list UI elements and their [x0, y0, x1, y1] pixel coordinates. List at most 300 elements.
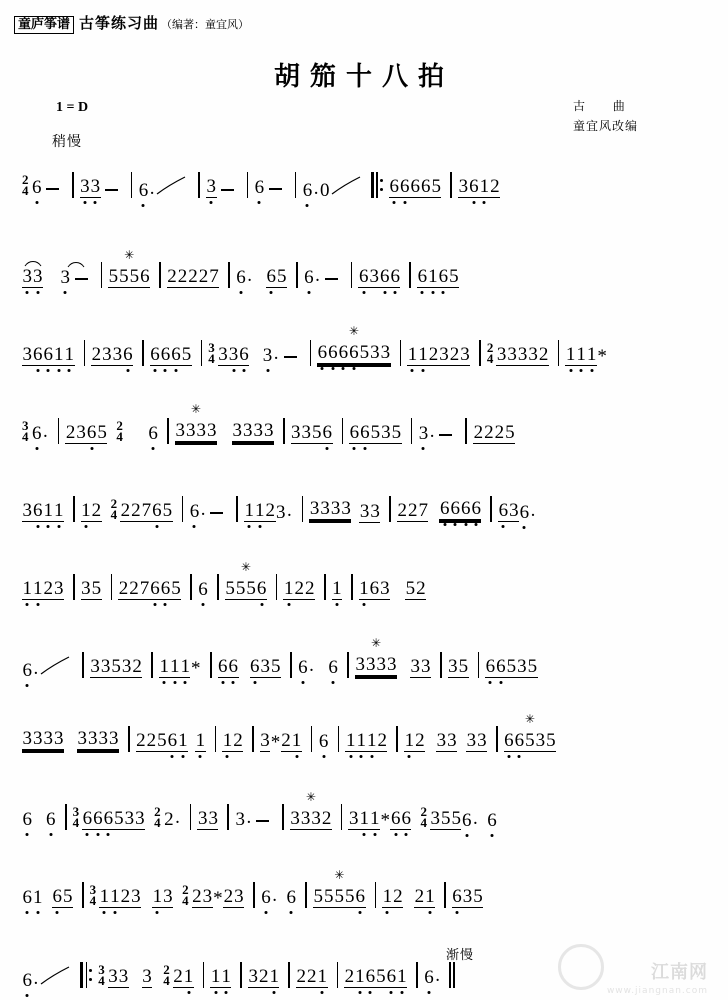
note: 1	[366, 729, 377, 751]
note: 5	[370, 421, 381, 443]
augmentation-dot: .	[247, 264, 253, 286]
note: 1	[81, 499, 91, 521]
note-group	[120, 501, 173, 522]
note-group	[407, 345, 470, 366]
note: 6	[22, 660, 32, 681]
note: 2	[173, 965, 183, 987]
note: 6	[504, 729, 514, 751]
tremolo-mark: ✳	[190, 402, 201, 416]
barline	[288, 962, 290, 988]
note: 6	[86, 421, 97, 443]
barline	[236, 496, 238, 522]
note: 5	[376, 965, 386, 987]
note: 6	[379, 265, 390, 287]
duration-dash	[439, 434, 452, 436]
slur-arc	[23, 254, 43, 262]
glissando-curve	[155, 174, 189, 200]
note: 6	[33, 343, 43, 365]
note: 5	[162, 499, 173, 521]
augmentation-dot: .	[309, 654, 314, 676]
note: 5	[449, 265, 459, 287]
duration-dash	[221, 189, 234, 191]
note-group	[197, 809, 218, 830]
note-group	[397, 501, 429, 522]
barline	[151, 652, 153, 678]
note: 3	[330, 498, 341, 519]
note: 6	[43, 343, 53, 365]
note: 3	[135, 807, 145, 829]
staff-system-11	[22, 948, 710, 1006]
note-group	[318, 732, 329, 751]
barline	[228, 262, 230, 288]
note: 1	[425, 885, 435, 907]
note: 1	[576, 343, 586, 365]
barline	[276, 574, 278, 600]
note: 6	[317, 342, 328, 363]
note: 6	[261, 886, 271, 908]
note: 3	[260, 655, 271, 677]
note: 6	[322, 421, 333, 443]
barline	[182, 496, 184, 522]
note: 3	[22, 343, 32, 365]
note-group	[22, 267, 43, 288]
barline	[347, 652, 349, 678]
note: 3	[290, 807, 300, 829]
note-group	[80, 177, 122, 198]
note-group	[254, 178, 286, 197]
note: 3	[197, 807, 208, 829]
note-group	[90, 657, 143, 678]
note-group	[164, 806, 181, 830]
augmentation-dot: .	[273, 342, 279, 364]
barline	[217, 574, 219, 600]
barline	[400, 340, 402, 366]
barline	[337, 962, 339, 988]
time-signature: 2 4	[154, 804, 161, 830]
note-group	[210, 967, 231, 988]
note: 3	[22, 265, 32, 287]
note-group	[152, 887, 173, 908]
staff-system-9	[22, 790, 710, 848]
note: 3	[496, 343, 507, 365]
note-group	[248, 967, 280, 988]
note: 1	[407, 343, 418, 365]
note: 2	[91, 343, 102, 365]
note: 6	[239, 343, 249, 365]
barline	[58, 418, 60, 444]
note-group	[458, 177, 500, 198]
note: 5	[451, 807, 461, 829]
note: 6	[471, 498, 481, 519]
note: 3	[458, 175, 469, 197]
watermark-name: 江南网	[651, 962, 708, 983]
note: 1	[178, 729, 188, 751]
barline	[465, 418, 467, 444]
note: 3	[185, 420, 196, 441]
note: 6	[103, 807, 114, 829]
note: 6	[328, 342, 338, 363]
barline	[65, 804, 67, 830]
staff-system-10	[22, 868, 710, 926]
barline	[311, 726, 313, 752]
time-signature: 2 4	[182, 882, 189, 908]
note: 3	[535, 729, 546, 751]
staff-system-2	[22, 248, 710, 306]
note: 6	[167, 729, 178, 751]
note: 6	[52, 885, 62, 907]
note: 6	[266, 265, 277, 287]
barline	[190, 804, 192, 830]
staccato-mark: *	[380, 809, 390, 831]
note: 6	[22, 886, 32, 908]
note: 2	[177, 265, 188, 287]
note-group	[317, 324, 391, 367]
note: 3	[121, 655, 132, 677]
note: 3	[118, 965, 129, 987]
note: 6	[514, 729, 525, 751]
note-group	[448, 657, 469, 678]
note: 2	[344, 965, 355, 987]
note-group	[60, 268, 92, 287]
note: 7	[209, 265, 219, 287]
note-group	[565, 345, 607, 366]
note: 6	[189, 500, 200, 522]
note: 2	[449, 343, 460, 365]
note-group	[22, 729, 64, 753]
note-group	[173, 967, 194, 988]
note: 2	[296, 965, 307, 987]
note-group	[417, 267, 459, 288]
note: 6	[498, 499, 509, 521]
note-group	[358, 267, 400, 288]
note: 6	[318, 730, 329, 752]
note-group	[136, 731, 189, 752]
augmentation-dot: .	[530, 499, 536, 521]
note: 2	[294, 577, 304, 599]
time-signature: 3 4	[22, 418, 29, 444]
note-group	[218, 345, 250, 366]
note-group	[313, 867, 366, 908]
note: 6	[148, 422, 158, 444]
note-group	[418, 420, 456, 444]
note: 2	[414, 885, 425, 907]
note-group	[309, 499, 380, 523]
note-group	[504, 711, 557, 752]
note: 2	[407, 499, 418, 521]
duration-dash	[269, 188, 282, 190]
note-group	[244, 501, 293, 522]
note: 3	[112, 343, 123, 365]
barline	[82, 882, 84, 908]
note-group	[345, 731, 387, 752]
barline	[444, 882, 446, 908]
note: 6	[420, 175, 431, 197]
note-group	[206, 177, 238, 198]
barline	[396, 726, 398, 752]
note: 3	[528, 343, 538, 365]
note-group	[225, 559, 267, 600]
note: 7	[418, 499, 428, 521]
augmentation-dot: .	[429, 420, 435, 442]
note: 5	[114, 807, 124, 829]
barline	[375, 882, 377, 908]
note: 6	[32, 422, 42, 444]
barline	[128, 726, 130, 752]
note: 3	[90, 175, 101, 197]
note-group	[82, 809, 145, 830]
note: 5	[119, 265, 129, 287]
note: 1	[54, 343, 64, 365]
barline	[203, 962, 205, 988]
note: 3	[430, 807, 440, 829]
note: 1	[479, 175, 490, 197]
note: 6	[236, 266, 246, 288]
note: 3	[22, 728, 32, 749]
note-group	[150, 345, 192, 366]
barline	[440, 652, 442, 678]
note: 6	[390, 807, 401, 829]
barline	[159, 262, 161, 288]
note-group	[81, 579, 102, 600]
barline	[416, 962, 418, 988]
note: 3	[80, 175, 90, 197]
note: 1	[33, 577, 43, 599]
note: 6	[338, 342, 349, 363]
tremolo-mark: ✳	[334, 867, 345, 882]
note: 6	[46, 808, 56, 830]
tremolo-mark: ✳	[370, 636, 381, 650]
note: 3	[234, 885, 244, 907]
note: 2	[304, 577, 315, 599]
note: 1	[169, 655, 180, 677]
barline	[558, 340, 560, 366]
note: 5	[157, 729, 167, 751]
note: 6	[152, 499, 162, 521]
note: 2	[198, 265, 209, 287]
note: 5	[405, 577, 416, 599]
note: 2	[393, 885, 403, 907]
augmentation-dot: .	[246, 806, 252, 828]
note: 2	[129, 577, 139, 599]
note: 2	[265, 499, 276, 521]
augmentation-dot: .	[43, 420, 48, 442]
note: 3	[311, 807, 321, 829]
note: 3	[124, 807, 135, 829]
note: 3	[60, 266, 70, 288]
note: 1	[180, 655, 190, 677]
note: 6	[150, 577, 160, 599]
time-signature: 2 4	[486, 340, 494, 366]
note: 3	[100, 655, 111, 677]
note: 3	[320, 498, 330, 519]
note: 3	[163, 885, 173, 907]
note: 1	[195, 729, 206, 751]
note: 6	[450, 498, 460, 519]
note: 5	[391, 421, 402, 443]
note: 1	[397, 965, 407, 987]
barline	[252, 726, 254, 752]
note: 5	[458, 655, 469, 677]
note-group	[436, 731, 457, 752]
note-group	[22, 579, 64, 600]
note: 5	[440, 807, 451, 829]
note-group	[304, 264, 342, 288]
note: 2	[120, 885, 131, 907]
repeat-end-barline	[80, 962, 91, 988]
note: 1	[152, 885, 163, 907]
tremolo-mark: ✳	[240, 559, 251, 574]
note: 1	[404, 729, 415, 751]
note: 6	[487, 809, 497, 831]
staff-system-3	[22, 326, 710, 384]
note: 3	[206, 420, 217, 441]
staccato-mark: *	[190, 657, 201, 679]
note-group	[167, 267, 220, 288]
note: 5	[359, 342, 370, 363]
note-group	[148, 424, 159, 443]
note-group	[262, 342, 300, 366]
note: 1	[356, 729, 366, 751]
note: 3	[81, 577, 91, 599]
series-box-label: 童庐筝谱	[14, 16, 74, 34]
note: 6	[32, 176, 42, 198]
augmentation-dot: .	[200, 498, 206, 520]
note: 2	[146, 729, 157, 751]
note: 5	[324, 885, 334, 907]
note-group	[355, 636, 397, 679]
note: 6	[22, 970, 32, 991]
watermark-url: www.jiangnan.com	[606, 986, 708, 996]
barline	[253, 882, 255, 908]
barline	[82, 652, 84, 678]
barline	[479, 340, 481, 366]
note-group	[296, 967, 328, 988]
note: 6	[140, 265, 150, 287]
barline	[227, 804, 229, 830]
note: 2	[307, 965, 317, 987]
note: 3	[291, 421, 301, 443]
note: 5	[63, 885, 73, 907]
note: 2	[377, 729, 387, 751]
note: 2	[538, 343, 549, 365]
note: 1	[332, 577, 342, 599]
glissando-curve	[330, 174, 364, 200]
barline	[215, 726, 217, 752]
barline	[324, 574, 326, 600]
barline	[338, 726, 340, 752]
note: 2	[397, 499, 407, 521]
note-group	[452, 887, 484, 908]
barline	[305, 882, 307, 908]
barline	[295, 172, 297, 198]
duration-dash	[46, 188, 59, 190]
note: 6	[461, 809, 472, 831]
note: 3	[206, 175, 217, 197]
note: 1	[183, 965, 194, 987]
note-group	[261, 884, 297, 908]
note-group	[466, 731, 487, 752]
note-group	[159, 657, 201, 678]
barline	[198, 172, 200, 198]
augmentation-dot: .	[149, 178, 155, 199]
staff-system-6	[22, 560, 710, 618]
series-editor-note: （编著：童宜风）	[161, 18, 250, 31]
duration-dash	[284, 356, 297, 358]
note: 2	[428, 343, 439, 365]
note: 2	[120, 499, 131, 521]
note-group	[439, 499, 481, 523]
note: 3	[359, 501, 370, 522]
staccato-mark: *	[270, 731, 281, 753]
note-group	[32, 178, 64, 197]
note: 6	[399, 175, 410, 197]
note: 3	[436, 729, 447, 751]
note-group	[291, 423, 333, 444]
augmentation-dot: .	[435, 964, 440, 986]
time-signature: 2 4	[116, 418, 123, 444]
note: 6	[198, 578, 208, 600]
note-group	[77, 729, 119, 753]
barline	[490, 496, 492, 522]
note: 1	[99, 885, 110, 907]
note: 2	[65, 421, 76, 443]
note-group	[250, 657, 282, 678]
note-group	[22, 345, 75, 366]
barline	[142, 340, 144, 366]
note: 2	[118, 577, 129, 599]
glissando-curve	[39, 964, 73, 990]
note: 6	[410, 175, 420, 197]
note: 3	[235, 808, 246, 830]
note: 1	[221, 965, 231, 987]
note: 6	[93, 807, 103, 829]
duration-dash	[210, 512, 223, 514]
note: 3	[202, 885, 213, 907]
note-group	[290, 789, 332, 830]
series-title: 古筝练习曲	[79, 14, 160, 32]
glissando-curve	[39, 654, 73, 680]
note: 3	[90, 655, 100, 677]
note-group	[138, 174, 189, 200]
note: 2	[415, 729, 425, 751]
time-signature: 2 4	[22, 172, 29, 198]
note-group	[328, 658, 339, 677]
note: 2	[164, 808, 174, 830]
note-group	[99, 887, 141, 908]
note: 3	[447, 729, 457, 751]
note: 1	[586, 343, 597, 365]
note: 3	[228, 343, 239, 365]
barline	[389, 496, 391, 522]
note: 3	[76, 421, 86, 443]
note: 2	[136, 729, 146, 751]
note: 3	[309, 498, 320, 519]
note: 3	[54, 728, 64, 749]
note-group	[404, 731, 425, 752]
note-group	[349, 423, 402, 444]
note: 6	[417, 265, 428, 287]
note: 5	[271, 655, 281, 677]
note: 3	[420, 655, 431, 677]
staff-system-7	[22, 638, 710, 696]
note: 3	[102, 343, 112, 365]
barline	[342, 418, 344, 444]
note-group	[108, 247, 150, 288]
note-group	[218, 657, 239, 678]
staff-system-1	[22, 158, 710, 216]
note: 3	[242, 420, 253, 441]
note: 3	[365, 654, 376, 675]
